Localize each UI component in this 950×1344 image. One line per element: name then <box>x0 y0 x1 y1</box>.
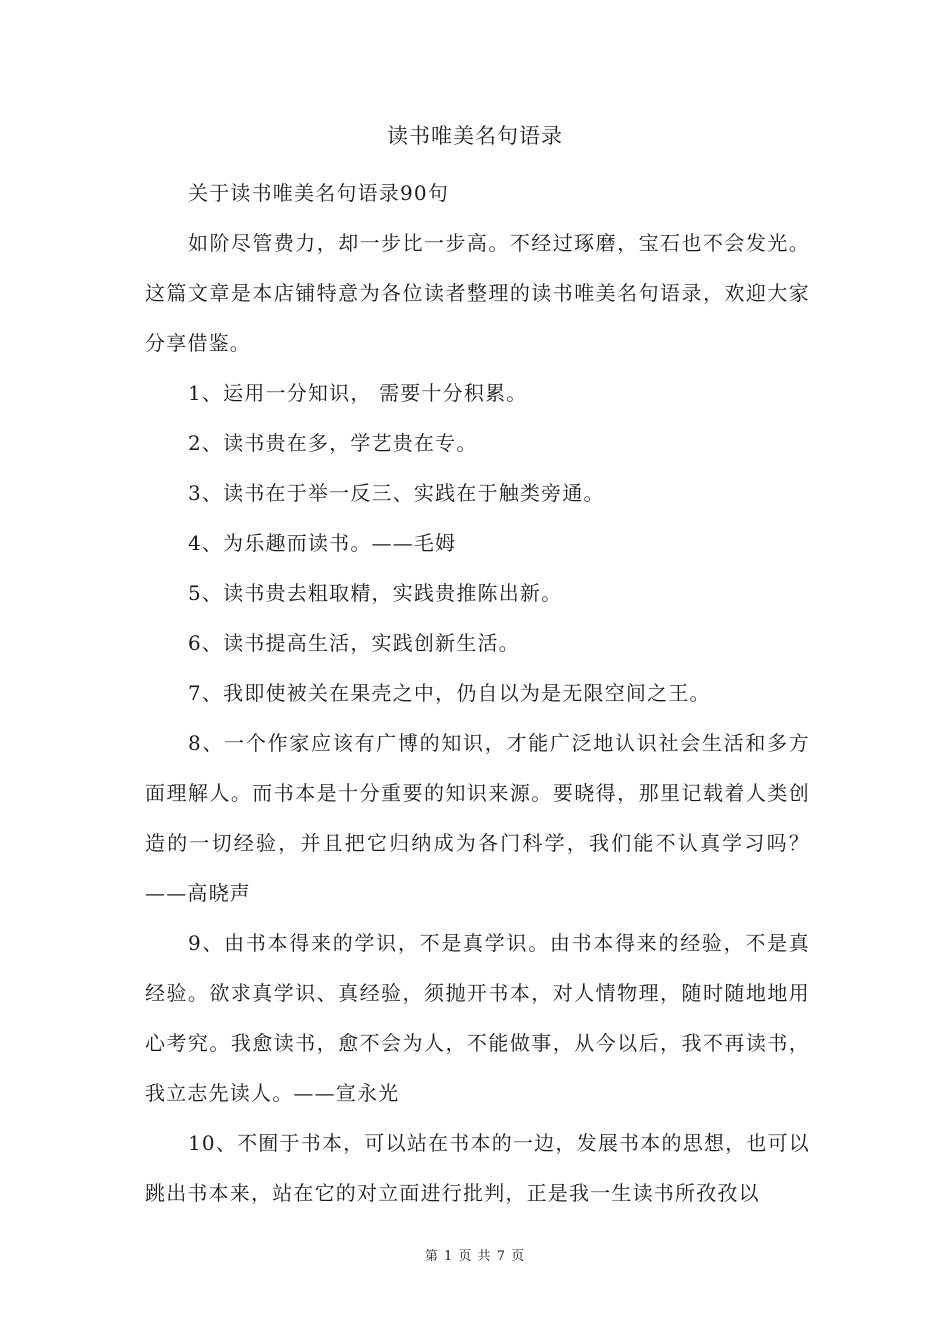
page-number-label: 第 1 页 共 7 页 <box>424 1249 526 1264</box>
quote-item-2: 2、读书贵在多，学艺贵在专。 <box>188 431 478 455</box>
quote-item-7: 7、我即使被关在果壳之中，仍自以为是无限空间之王。 <box>188 681 711 705</box>
quote-item-9: 9、由书本得来的学识，不是真学识。由书本得来的经验，不是真经验。欲求真学识、真经验，须抛开书本，对人情物理，随时随地地用心考究。我愈读书，愈不会为人，不能做事，从今以后，我不再读书，我立志先读人。——宣永光 <box>145 931 810 1105</box>
quote-item-10: 10、不囿于书本，可以站在书本的一边，发展书本的思想，也可以跳出书本来，站在它的对立面进行批判，正是我一生读书所孜孜以 <box>145 1131 810 1205</box>
quote-item-5: 5、读书贵去粗取精，实践贵推陈出新。 <box>188 581 563 605</box>
paragraph-intro: 如阶尽管费力，却一步比一步高。不经过琢磨，宝石也不会发光。这篇文章是本店铺特意为各位读者整理的读书唯美名句语录，欢迎大家分享借鉴。 <box>145 231 810 355</box>
quote-item-1: 1、运用一分知识， 需要十分积累。 <box>188 381 528 405</box>
document-title: 读书唯美名句语录 <box>387 124 563 148</box>
quote-item-4: 4、为乐趣而读书。——毛姆 <box>188 531 457 555</box>
page-footer <box>0 1248 950 1266</box>
quote-item-8: 8、一个作家应该有广博的知识，才能广泛地认识社会生活和多方面理解人。而书本是十分重要的知识来源。要晓得，那里记载着人类创造的一切经验，并且把它归纳成为各门科学，我们能不认真学习吗？——高晓声 <box>145 731 810 905</box>
quote-item-6: 6、读书提高生活，实践创新生活。 <box>188 631 520 655</box>
document-body <box>145 168 810 1218</box>
quote-item-3: 3、读书在于举一反三、实践在于触类旁通。 <box>188 481 605 505</box>
paragraph-subtitle: 关于读书唯美名句语录90句 <box>188 181 450 205</box>
